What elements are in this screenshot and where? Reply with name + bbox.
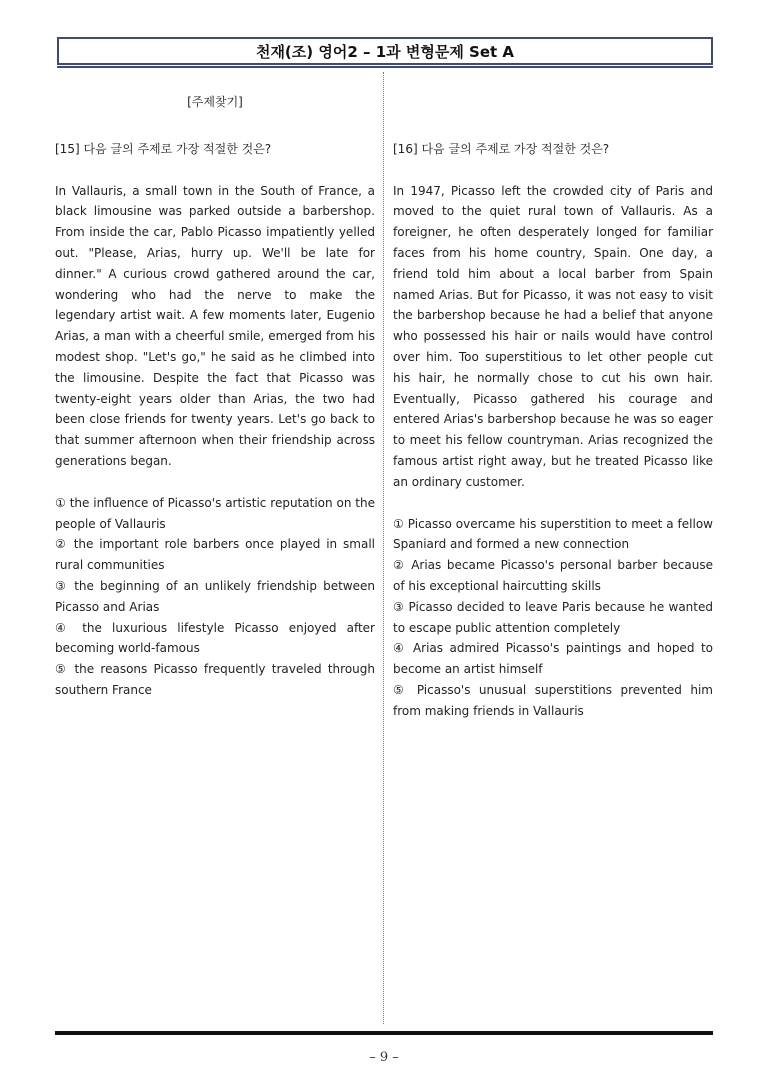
option-2[interactable]: ② Arias became Picasso's personal barber because of his exceptional haircutting skills [393, 558, 713, 593]
option-4[interactable]: ④ the luxurious lifestyle Picasso enjoyed after becoming world-famous [55, 620, 375, 656]
option-2[interactable]: ② the important role barbers once played in small rural communities [55, 537, 375, 573]
option-1[interactable]: ① Picasso overcame his superstition to meet a fellow Spaniard and formed a new connection [393, 516, 713, 552]
question-16 [393, 92, 713, 722]
question-title: [16] 다음 글의 주제로 가장 적절한 것은? [393, 141, 610, 156]
question-15 [55, 92, 375, 701]
option-3[interactable]: ③ Picasso decided to leave Paris because he wanted to escape public attention completely [393, 599, 713, 635]
option-1[interactable]: ① the influence of Picasso's artistic reputation on the people of Vallauris [55, 495, 375, 531]
section-tag: [주제찾기] [187, 95, 243, 109]
question-title: [15] 다음 글의 주제로 가장 적절한 것은? [55, 141, 272, 156]
option-5[interactable]: ⑤ Picasso's unusual superstitions prevented him from making friends in Vallauris [393, 682, 713, 718]
passage: In Vallauris, a small town in the South of France, a black limousine was parked outside a barbershop. From inside the car, Pablo Picasso impatiently yelled out. "Please, Arias, hurry up. We'll be late for dinner." A curious crowd gathered around the car, wondering who had the nerve to make the legendary artist wait. A few moments later, Eugenio Arias, a man with a cheerful smile, emerged from his modest shop. "Let's go," he said as he climbed into the limousine. Despite the fact that Picasso was twenty-eight years older than Arias, the two had been close friends for twenty years. Let's go back to that summer afternoon when their friendship across generations began. [55, 183, 375, 468]
page-number: – 9 – [369, 1050, 399, 1065]
page-header [57, 37, 713, 65]
option-3[interactable]: ③ the beginning of an unlikely friendship between Picasso and Arias [55, 578, 375, 614]
section-spacer [393, 92, 713, 113]
column-divider [383, 72, 384, 1024]
footer-rule [55, 1031, 713, 1035]
passage: In 1947, Picasso left the crowded city of Paris and moved to the quiet rural town of Vallauris. As a foreigner, he often desperately longed for familiar faces from his home country, Spain. One day, a friend told him about a local barber from Spain named Arias. But for Picasso, it was not easy to visit the barbershop because he had a belief that anyone who possessed his hair or nails would have control over him. Too superstitious to let other people cut his hair, he normally chose to cut his own hair. Eventually, Picasso gathered his courage and entered Arias's barbershop because he was so eager to meet his fellow countryman. Arias recognized the famous artist right away, but he treated Picasso like an ordinary customer. [393, 183, 713, 489]
options-list [393, 514, 713, 722]
option-5[interactable]: ⑤ the reasons Picasso frequently traveled through southern France [55, 662, 375, 697]
options-list [55, 493, 375, 701]
option-4[interactable]: ④ Arias admired Picasso's paintings and hoped to become an artist himself [393, 641, 713, 677]
header-title: 천재(조) 영어2 – 1과 변형문제 Set A [255, 42, 515, 61]
